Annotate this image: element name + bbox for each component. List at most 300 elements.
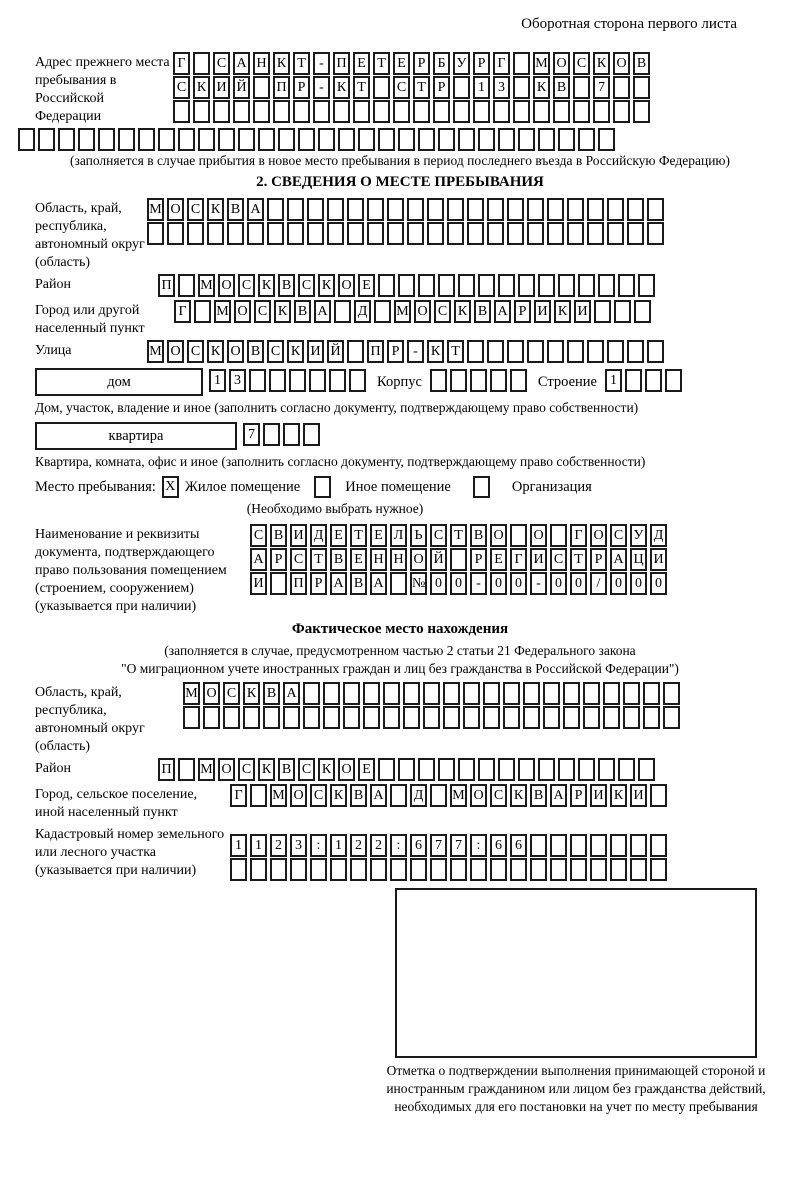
char-box[interactable]: Т [570, 548, 587, 571]
char-box[interactable] [663, 682, 680, 705]
char-box[interactable] [218, 128, 235, 151]
char-box[interactable]: 7 [430, 834, 447, 857]
char-box[interactable]: А [330, 572, 347, 595]
char-box[interactable]: Т [373, 52, 390, 75]
char-box[interactable] [178, 758, 195, 781]
char-box[interactable]: Р [293, 76, 310, 99]
char-box[interactable]: М [533, 52, 550, 75]
char-box[interactable] [453, 100, 470, 123]
char-box[interactable] [418, 128, 435, 151]
char-box[interactable]: С [254, 300, 271, 323]
char-box[interactable]: А [370, 784, 387, 807]
char-box[interactable] [178, 128, 195, 151]
char-box[interactable]: Г [570, 524, 587, 547]
char-box[interactable] [573, 100, 590, 123]
char-box[interactable] [507, 340, 524, 363]
char-box[interactable] [627, 222, 644, 245]
char-box[interactable]: Е [358, 758, 375, 781]
char-box[interactable] [650, 858, 667, 881]
char-box[interactable]: П [158, 274, 175, 297]
char-box[interactable] [418, 758, 435, 781]
char-box[interactable] [310, 858, 327, 881]
char-box[interactable] [603, 706, 620, 729]
char-box[interactable]: Р [387, 340, 404, 363]
char-box[interactable] [618, 274, 635, 297]
char-box[interactable] [643, 706, 660, 729]
char-box[interactable]: В [553, 76, 570, 99]
char-box[interactable] [387, 222, 404, 245]
char-box[interactable] [513, 76, 530, 99]
char-box[interactable] [530, 858, 547, 881]
char-box[interactable]: О [338, 274, 355, 297]
char-box[interactable]: Б [433, 52, 450, 75]
char-box[interactable] [663, 706, 680, 729]
char-box[interactable]: К [258, 274, 275, 297]
char-box[interactable] [470, 369, 487, 392]
char-box[interactable] [578, 758, 595, 781]
char-box[interactable]: В [278, 274, 295, 297]
char-box[interactable] [423, 682, 440, 705]
char-box[interactable] [230, 858, 247, 881]
char-box[interactable] [493, 100, 510, 123]
char-box[interactable] [390, 858, 407, 881]
char-box[interactable]: Д [650, 524, 667, 547]
char-box[interactable] [547, 198, 564, 221]
char-box[interactable] [538, 128, 555, 151]
char-box[interactable] [563, 682, 580, 705]
char-box[interactable] [363, 682, 380, 705]
char-box[interactable]: С [393, 76, 410, 99]
char-box[interactable]: Е [490, 548, 507, 571]
char-box[interactable]: А [314, 300, 331, 323]
char-box[interactable]: И [574, 300, 591, 323]
char-box[interactable] [378, 758, 395, 781]
char-box[interactable] [183, 706, 200, 729]
char-box[interactable]: С [213, 52, 230, 75]
char-box[interactable]: К [333, 76, 350, 99]
char-box[interactable]: О [530, 524, 547, 547]
char-box[interactable]: О [290, 784, 307, 807]
char-box[interactable]: С [310, 784, 327, 807]
char-box[interactable] [647, 222, 664, 245]
char-box[interactable] [347, 198, 364, 221]
char-box[interactable] [253, 76, 270, 99]
char-box[interactable] [450, 369, 467, 392]
char-box[interactable] [430, 858, 447, 881]
char-box[interactable] [598, 274, 615, 297]
char-box[interactable] [413, 100, 430, 123]
char-box[interactable] [350, 858, 367, 881]
char-box[interactable]: 1 [250, 834, 267, 857]
char-box[interactable]: 1 [230, 834, 247, 857]
char-box[interactable] [187, 222, 204, 245]
char-box[interactable] [558, 128, 575, 151]
char-box[interactable]: М [394, 300, 411, 323]
char-box[interactable] [270, 572, 287, 595]
char-box[interactable] [550, 858, 567, 881]
char-box[interactable]: К [330, 784, 347, 807]
char-box[interactable]: К [207, 340, 224, 363]
char-box[interactable]: С [298, 758, 315, 781]
char-box[interactable] [607, 222, 624, 245]
char-box[interactable]: О [218, 758, 235, 781]
char-box[interactable]: 0 [430, 572, 447, 595]
char-box[interactable]: М [147, 198, 164, 221]
char-box[interactable] [303, 682, 320, 705]
char-box[interactable] [483, 682, 500, 705]
char-box[interactable] [263, 706, 280, 729]
char-box[interactable] [587, 222, 604, 245]
char-box[interactable]: - [530, 572, 547, 595]
char-box[interactable] [290, 858, 307, 881]
char-box[interactable] [38, 128, 55, 151]
char-box[interactable] [233, 100, 250, 123]
char-box[interactable] [458, 274, 475, 297]
char-box[interactable] [567, 198, 584, 221]
char-box[interactable] [390, 784, 407, 807]
char-box[interactable] [227, 222, 244, 245]
char-box[interactable]: 1 [209, 369, 226, 392]
char-box[interactable] [410, 858, 427, 881]
char-box[interactable]: С [573, 52, 590, 75]
char-box[interactable]: 6 [490, 834, 507, 857]
char-box[interactable]: 3 [229, 369, 246, 392]
char-box[interactable]: В [263, 682, 280, 705]
char-box[interactable] [273, 100, 290, 123]
char-box[interactable] [250, 858, 267, 881]
char-box[interactable] [243, 706, 260, 729]
char-box[interactable]: Й [233, 76, 250, 99]
char-box[interactable] [313, 100, 330, 123]
char-box[interactable] [78, 128, 95, 151]
char-box[interactable]: О [470, 784, 487, 807]
char-box[interactable]: В [633, 52, 650, 75]
char-box[interactable] [470, 858, 487, 881]
char-box[interactable] [403, 706, 420, 729]
char-box[interactable] [593, 100, 610, 123]
char-box[interactable]: К [193, 76, 210, 99]
char-box[interactable]: В [350, 784, 367, 807]
char-box[interactable]: В [278, 758, 295, 781]
char-box[interactable] [458, 758, 475, 781]
char-box[interactable] [430, 369, 447, 392]
char-box[interactable]: С [550, 548, 567, 571]
char-box[interactable]: К [274, 300, 291, 323]
char-box[interactable]: 0 [490, 572, 507, 595]
apartment-type-box[interactable]: квартира [35, 422, 237, 450]
char-box[interactable]: Н [390, 548, 407, 571]
char-box[interactable]: К [287, 340, 304, 363]
char-box[interactable]: С [187, 198, 204, 221]
char-box[interactable]: Й [327, 340, 344, 363]
char-box[interactable] [583, 682, 600, 705]
char-box[interactable]: Р [433, 76, 450, 99]
char-box[interactable]: Н [370, 548, 387, 571]
char-box[interactable]: О [167, 198, 184, 221]
char-box[interactable]: 0 [510, 572, 527, 595]
char-box[interactable] [467, 198, 484, 221]
char-box[interactable] [250, 784, 267, 807]
char-box[interactable]: К [273, 52, 290, 75]
char-box[interactable] [563, 706, 580, 729]
char-box[interactable]: К [510, 784, 527, 807]
char-box[interactable]: М [198, 274, 215, 297]
char-box[interactable] [307, 222, 324, 245]
char-box[interactable]: А [250, 548, 267, 571]
char-box[interactable] [287, 198, 304, 221]
char-box[interactable] [583, 706, 600, 729]
char-box[interactable] [318, 128, 335, 151]
char-box[interactable]: С [290, 548, 307, 571]
char-box[interactable] [598, 758, 615, 781]
char-box[interactable] [443, 706, 460, 729]
char-box[interactable] [453, 76, 470, 99]
char-box[interactable] [390, 572, 407, 595]
char-box[interactable]: 3 [493, 76, 510, 99]
char-box[interactable] [58, 128, 75, 151]
char-box[interactable]: Д [310, 524, 327, 547]
char-box[interactable]: Т [447, 340, 464, 363]
char-box[interactable]: И [250, 572, 267, 595]
char-box[interactable] [573, 76, 590, 99]
char-box[interactable]: Т [293, 52, 310, 75]
char-box[interactable] [634, 300, 651, 323]
char-box[interactable] [507, 198, 524, 221]
char-box[interactable]: Д [354, 300, 371, 323]
char-box[interactable] [450, 548, 467, 571]
char-box[interactable] [503, 706, 520, 729]
char-box[interactable] [463, 682, 480, 705]
char-box[interactable] [267, 198, 284, 221]
char-box[interactable]: О [490, 524, 507, 547]
char-box[interactable] [553, 100, 570, 123]
char-box[interactable] [398, 128, 415, 151]
char-box[interactable] [338, 128, 355, 151]
char-box[interactable] [373, 76, 390, 99]
char-box[interactable] [138, 128, 155, 151]
char-box[interactable] [330, 858, 347, 881]
char-box[interactable]: К [258, 758, 275, 781]
char-box[interactable] [610, 858, 627, 881]
char-box[interactable]: А [247, 198, 264, 221]
char-box[interactable] [223, 706, 240, 729]
char-box[interactable] [278, 128, 295, 151]
char-box[interactable]: К [593, 52, 610, 75]
char-box[interactable]: О [613, 52, 630, 75]
char-box[interactable] [518, 758, 535, 781]
char-box[interactable]: И [530, 548, 547, 571]
char-box[interactable] [487, 198, 504, 221]
char-box[interactable] [447, 198, 464, 221]
char-box[interactable]: И [290, 524, 307, 547]
char-box[interactable]: 6 [510, 834, 527, 857]
char-box[interactable] [398, 758, 415, 781]
char-box[interactable] [430, 784, 447, 807]
house-type-box[interactable]: дом [35, 368, 203, 396]
char-box[interactable]: У [453, 52, 470, 75]
char-box[interactable]: 7 [243, 423, 260, 446]
char-box[interactable]: К [207, 198, 224, 221]
char-box[interactable] [438, 758, 455, 781]
char-box[interactable]: П [290, 572, 307, 595]
char-box[interactable] [343, 682, 360, 705]
char-box[interactable] [370, 858, 387, 881]
char-box[interactable]: А [610, 548, 627, 571]
char-box[interactable]: В [247, 340, 264, 363]
option-inoe-checkbox[interactable] [314, 476, 331, 498]
char-box[interactable] [643, 682, 660, 705]
char-box[interactable] [303, 423, 320, 446]
char-box[interactable]: М [183, 682, 200, 705]
char-box[interactable] [490, 369, 507, 392]
char-box[interactable] [478, 128, 495, 151]
char-box[interactable] [630, 858, 647, 881]
char-box[interactable] [603, 682, 620, 705]
char-box[interactable] [498, 274, 515, 297]
char-box[interactable]: 2 [370, 834, 387, 857]
char-box[interactable] [194, 300, 211, 323]
char-box[interactable] [407, 222, 424, 245]
char-box[interactable] [283, 706, 300, 729]
char-box[interactable] [167, 222, 184, 245]
char-box[interactable] [638, 758, 655, 781]
char-box[interactable]: К [243, 682, 260, 705]
char-box[interactable]: П [158, 758, 175, 781]
char-box[interactable]: Р [473, 52, 490, 75]
char-box[interactable]: М [270, 784, 287, 807]
char-box[interactable]: С [610, 524, 627, 547]
char-box[interactable] [349, 369, 366, 392]
char-box[interactable]: В [227, 198, 244, 221]
char-box[interactable] [427, 198, 444, 221]
char-box[interactable] [510, 369, 527, 392]
char-box[interactable]: О [203, 682, 220, 705]
char-box[interactable] [118, 128, 135, 151]
char-box[interactable] [270, 858, 287, 881]
char-box[interactable]: С [298, 274, 315, 297]
char-box[interactable]: 0 [650, 572, 667, 595]
char-box[interactable] [450, 858, 467, 881]
char-box[interactable] [309, 369, 326, 392]
char-box[interactable]: Л [390, 524, 407, 547]
char-box[interactable]: 0 [570, 572, 587, 595]
char-box[interactable] [213, 100, 230, 123]
char-box[interactable] [287, 222, 304, 245]
char-box[interactable] [418, 274, 435, 297]
char-box[interactable] [438, 274, 455, 297]
char-box[interactable]: О [414, 300, 431, 323]
char-box[interactable] [578, 274, 595, 297]
char-box[interactable]: Р [470, 548, 487, 571]
char-box[interactable]: С [430, 524, 447, 547]
char-box[interactable]: 6 [410, 834, 427, 857]
char-box[interactable]: С [238, 274, 255, 297]
char-box[interactable] [490, 858, 507, 881]
char-box[interactable]: О [167, 340, 184, 363]
char-box[interactable]: 2 [350, 834, 367, 857]
char-box[interactable] [558, 274, 575, 297]
char-box[interactable]: - [470, 572, 487, 595]
char-box[interactable]: Р [270, 548, 287, 571]
char-box[interactable] [543, 682, 560, 705]
char-box[interactable]: И [307, 340, 324, 363]
char-box[interactable]: Т [413, 76, 430, 99]
char-box[interactable] [665, 369, 682, 392]
char-box[interactable] [618, 758, 635, 781]
char-box[interactable] [173, 100, 190, 123]
char-box[interactable] [363, 706, 380, 729]
char-box[interactable] [253, 100, 270, 123]
char-box[interactable] [614, 300, 631, 323]
char-box[interactable] [323, 706, 340, 729]
char-box[interactable]: И [590, 784, 607, 807]
char-box[interactable]: И [213, 76, 230, 99]
char-box[interactable] [613, 76, 630, 99]
char-box[interactable] [398, 274, 415, 297]
char-box[interactable]: 1 [330, 834, 347, 857]
char-box[interactable] [590, 834, 607, 857]
char-box[interactable] [393, 100, 410, 123]
char-box[interactable]: С [187, 340, 204, 363]
char-box[interactable] [327, 222, 344, 245]
char-box[interactable]: К [533, 76, 550, 99]
char-box[interactable] [513, 52, 530, 75]
char-box[interactable]: Г [174, 300, 191, 323]
char-box[interactable] [594, 300, 611, 323]
char-box[interactable] [433, 100, 450, 123]
char-box[interactable] [530, 834, 547, 857]
char-box[interactable]: - [313, 52, 330, 75]
char-box[interactable] [487, 340, 504, 363]
char-box[interactable]: С [490, 784, 507, 807]
char-box[interactable] [178, 274, 195, 297]
char-box[interactable]: : [310, 834, 327, 857]
char-box[interactable]: Р [570, 784, 587, 807]
option-org-checkbox[interactable] [473, 476, 490, 498]
char-box[interactable] [463, 706, 480, 729]
char-box[interactable] [510, 524, 527, 547]
char-box[interactable]: - [313, 76, 330, 99]
char-box[interactable] [249, 369, 266, 392]
char-box[interactable]: Р [413, 52, 430, 75]
char-box[interactable] [570, 858, 587, 881]
char-box[interactable]: Е [350, 548, 367, 571]
char-box[interactable] [550, 524, 567, 547]
char-box[interactable]: С [173, 76, 190, 99]
char-box[interactable] [307, 198, 324, 221]
char-box[interactable]: И [630, 784, 647, 807]
char-box[interactable]: С [238, 758, 255, 781]
char-box[interactable] [298, 128, 315, 151]
char-box[interactable]: В [270, 524, 287, 547]
char-box[interactable] [627, 198, 644, 221]
char-box[interactable] [527, 222, 544, 245]
char-box[interactable] [547, 222, 564, 245]
char-box[interactable] [358, 128, 375, 151]
char-box[interactable]: 3 [290, 834, 307, 857]
char-box[interactable] [353, 100, 370, 123]
char-box[interactable]: О [218, 274, 235, 297]
char-box[interactable] [334, 300, 351, 323]
char-box[interactable] [523, 682, 540, 705]
char-box[interactable]: Г [510, 548, 527, 571]
char-box[interactable]: Н [253, 52, 270, 75]
char-box[interactable] [587, 198, 604, 221]
char-box[interactable] [567, 340, 584, 363]
char-box[interactable] [518, 128, 535, 151]
char-box[interactable]: 0 [450, 572, 467, 595]
char-box[interactable]: О [338, 758, 355, 781]
